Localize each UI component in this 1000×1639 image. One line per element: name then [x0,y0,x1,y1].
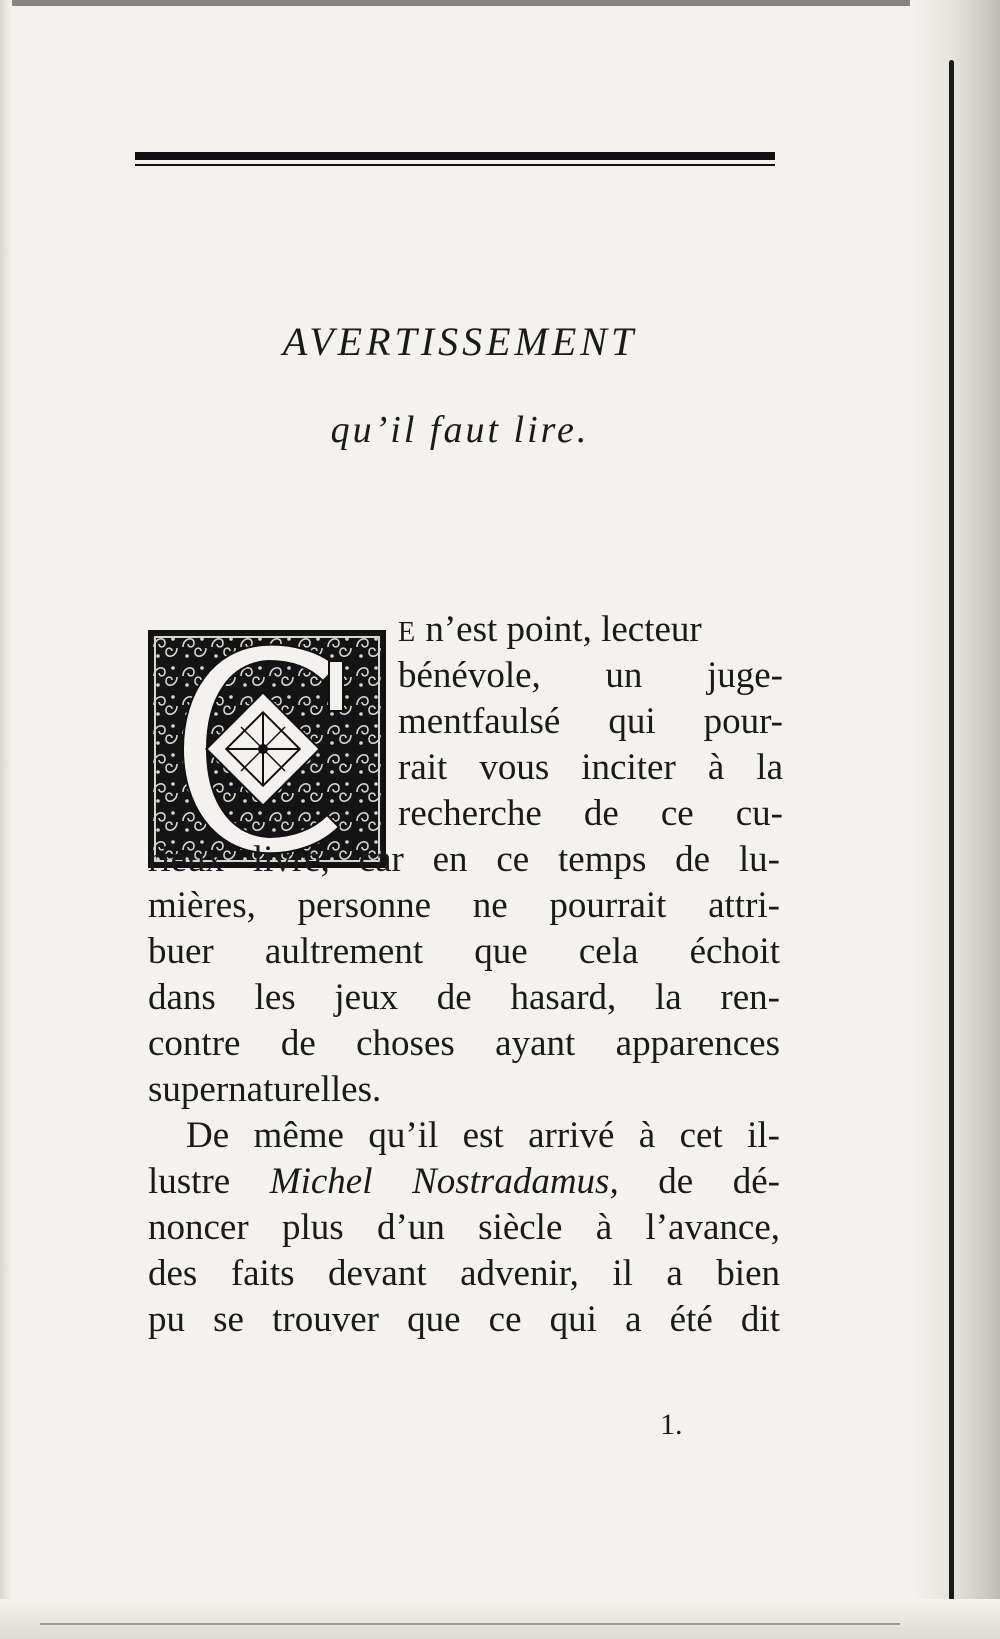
line-text: lustre [148,1161,270,1202]
paragraph-2-line-2 [148,1158,780,1206]
paragraph-2-line-5: pu se trouver que ce qui a été dit [148,1299,780,1340]
paragraph-1-line-9: dans les jeux de hasard, la ren- [148,977,780,1018]
paragraph-2-line-4: des faits devant advenir, il a bien [148,1253,780,1294]
paragraph-1-line-6: rieux livre, car en ce temps de lu- [148,839,780,880]
line-text: n’est point, lecteur [416,609,702,650]
header-rule-thin [135,164,775,166]
smallcap-letter: E [398,617,417,648]
italic-name: Michel Nostradamus, [269,1161,619,1202]
signature-mark: 1. [660,1408,683,1441]
book-spine-line [949,60,954,1620]
paragraph-1-line-11: supernaturelles. [148,1069,382,1110]
chapter-title: AVERTISSEMENT [282,319,638,364]
paragraph-1-line-5: recherche de ce cu- [398,793,783,834]
ornamental-initial [148,630,386,868]
paragraph-1-line-2: bénévole, un juge- [398,655,783,696]
paragraph-1-line-10: contre de choses ayant apparences [148,1023,780,1064]
paragraph-1-line-7: mières, personne ne pourrait attri- [148,885,780,926]
paragraph-2-line-1: De même qu’il est arrivé à cet il- [186,1115,780,1156]
paragraph-1-line-3: mentfaulsé qui pour- [398,701,783,742]
bottom-edge-line [40,1623,900,1625]
page-bottom-edge [0,1599,1000,1639]
paragraph-2-line-3: noncer plus d’un siècle à l’avance, [148,1207,780,1248]
line-text: de dé- [618,1161,781,1202]
paragraph-1-line-4: rait vous inciter à la [398,747,783,788]
paragraph-1-line-1 [398,606,702,657]
page-top-edge [0,0,1000,6]
ornament-pattern-icon [151,633,383,865]
page-right-edge [910,0,1000,1639]
header-rule-thick [135,152,775,160]
paragraph-1-line-8: buer aultrement que cela échoit [148,931,780,972]
chapter-subtitle: qu’il faut lire. [330,409,590,451]
page-left-edge [0,0,12,1639]
